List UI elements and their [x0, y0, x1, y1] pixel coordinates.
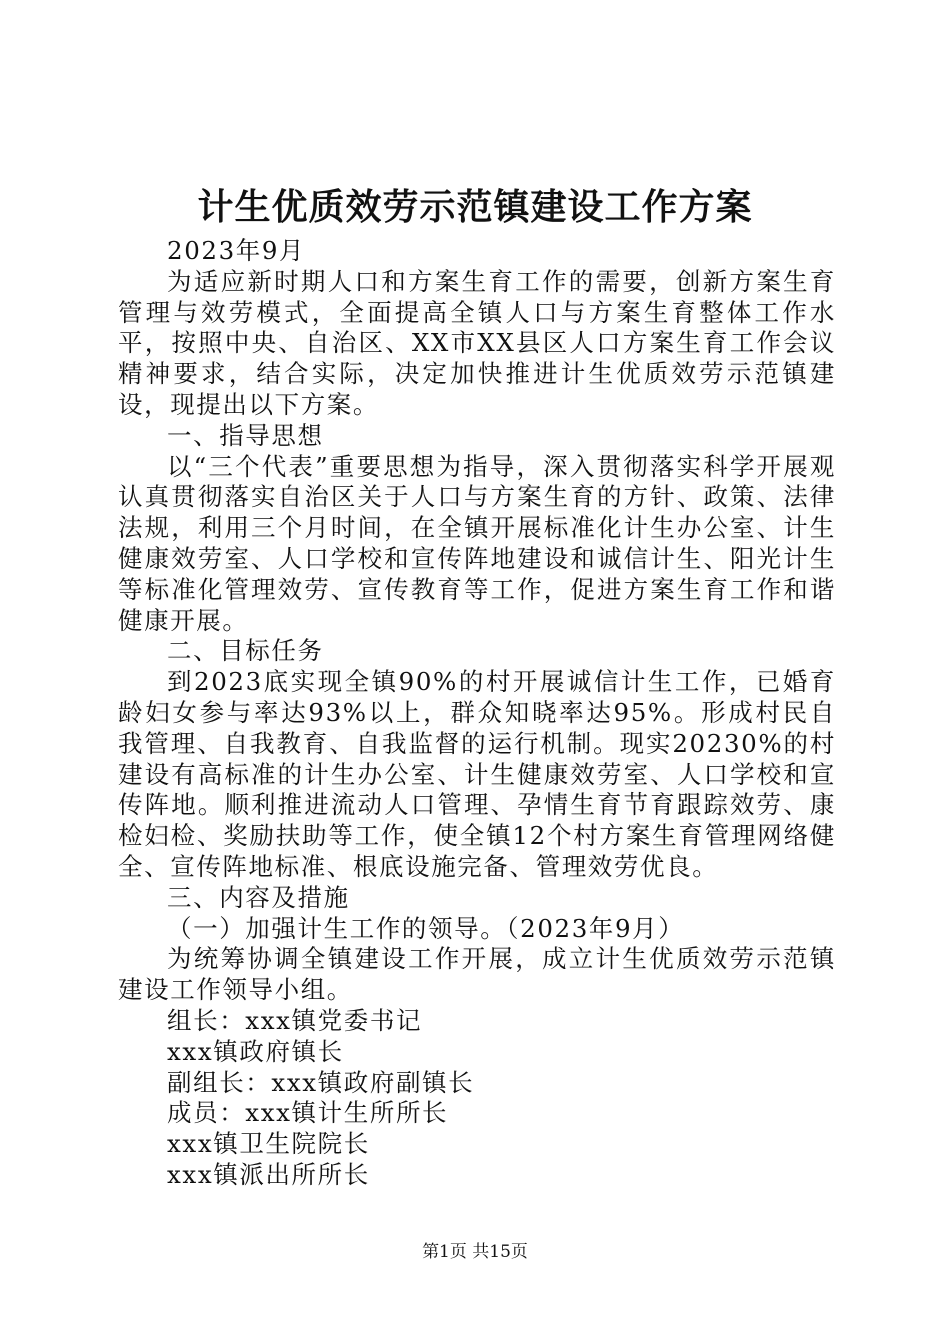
section-heading-goals: 二、目标任务	[167, 636, 324, 666]
leader-line: xxx镇政府镇长	[167, 1036, 344, 1066]
subsection-heading-leadership: （一）加强计生工作的领导。（2023年9月）	[167, 913, 685, 943]
member-line: 成员：xxx镇计生所所长	[167, 1098, 449, 1128]
member-line: xxx镇派出所所长	[167, 1159, 370, 1189]
goals-paragraph: 到2023底实现全镇90%的村开展诚信计生工作，已婚育龄妇女参与率达93%以上，群众知晓率达95%。形成村民自我管理、自我教育、自我监督的运行机制。现实20230%的村建设有高标准的计生办公室、计生健康效劳室、人口学校和宣传阵地。顺利推进流动人口管理、孕情生育节育跟踪效劳、康检妇检、奖励扶助等工作，使全镇12个村方案生育管理网络健全、宣传阵地标准、根底设施完备、管理效劳优良。	[118, 667, 836, 881]
intro-paragraph: 为适应新时期人口和方案生育工作的需要，创新方案生育管理与效劳模式，全面提高全镇人口与方案生育整体工作水平，按照中央、自治区、XX市XX县区人口方案生育工作会议精神要求，结合实际，决定加快推进计生优质效劳示范镇建设，现提出以下方案。	[118, 266, 836, 419]
document-body	[118, 236, 836, 1191]
leader-line: 组长：xxx镇党委书记	[167, 1005, 423, 1035]
leadership-paragraph: 为统筹协调全镇建设工作开展，成立计生优质效劳示范镇建设工作领导小组。	[118, 944, 836, 1005]
document-title: 计生优质效劳示范镇建设工作方案	[197, 186, 753, 228]
section-heading-guiding-ideology: 一、指导思想	[167, 420, 324, 450]
member-line: xxx镇卫生院院长	[167, 1129, 370, 1159]
deputy-leader-line: 副组长：xxx镇政府副镇长	[167, 1067, 475, 1097]
page-number: 第1页 共15页	[422, 1242, 528, 1262]
guiding-ideology-paragraph: 以“三个代表”重要思想为指导，深入贯彻落实科学开展观认真贯彻落实自治区关于人口与方案生育的方针、政策、法律法规，利用三个月时间，在全镇开展标准化计生办公室、计生健康效劳室、人口学校和宣传阵地建设和诚信计生、阳光计生等标准化管理效劳、宣传教育等工作，促进方案生育工作和谐健康开展。	[118, 451, 836, 635]
section-heading-measures: 三、内容及措施	[167, 882, 350, 912]
date-line: 2023年9月	[167, 236, 306, 265]
